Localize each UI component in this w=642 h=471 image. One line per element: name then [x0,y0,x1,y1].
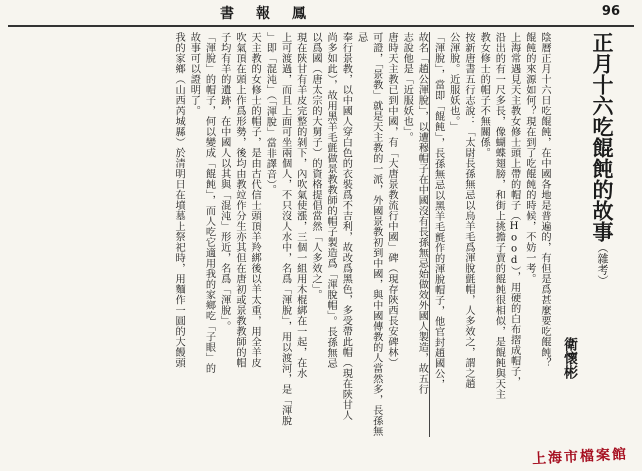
text-line: 現在陝甘有羊皮完整的剝下，內吹氣使漲，三個一組用木棍綁在一起，在水 [294,32,306,379]
text-line: 吹氣頂在頭上作爲形勢，後均由教竝作分生亦其但在唐初或景教教師的帽 [233,32,245,368]
text-line: 我的家鄉（山西芮城縣）於清明日在墳墓上祭祀時，用麵作一圓的大饅頭 [173,32,185,368]
text-line: 「渾脫」，當即「餛飩」，長孫無忌以黑羊毛氈作的渾脫帽子，他官封趙國公， [429,32,445,437]
text-line: 故事可以證明了。 [188,32,200,116]
page-number: 96 [601,4,620,19]
magazine-title: 書 報 鳳 [220,6,310,22]
text-line: 唐時天主教已到中國，有「大唐景教流行中國」碑（現存陝西長安碑林） [385,32,397,368]
text-line: 故名「趙公渾脫」，以遭穆帽子在中國沒有長孫無忌始做效外國人製造，故五行 [416,32,428,395]
text-line: 奉行景教，以中國人穿白色的衣裝爲不吉利，故改爲黑色，多受帶此帽（現在陝甘人 [340,32,352,421]
text-line: 志說他是「近服妖也」。 [401,32,413,143]
text-line: 天主教的女修士的帽子，是由古代信士頭頂羊羚綁後以羊太重，用全羊皮 [249,32,261,368]
text-line: 尚多如此），故用黑羊毛氈做景教教師的帽子製造爲「渾脫帽」。長孫無忌 [325,32,337,369]
article-title-text: 正月十六吃餛飩的故事 [590,32,615,242]
text-line: 上可渡過，而且上面可坐兩個人，不只沒人水中，名爲「渾脫」，用以渡河，是「渾脫 [279,32,291,426]
text-line: 可證，「景教」就是天主教的一派，外國景教初到中國，與中國傳教的人當然多，長孫無忌 [355,32,382,437]
text-line: 」即「混沌」（「渾脫」當非譯音）。 [264,32,276,196]
article-title [586,32,618,437]
article-author: 衛懷彬 [562,337,578,379]
article-body [16,32,618,437]
page-header [0,0,642,24]
text-line: 陰曆正月十六日吃餛飩，在中國各地是普遍的，有但是爲甚麼要吃餛飩？ [539,32,550,368]
text-line: 沿出的有一尺多長，像蝴蝶翅膀，和街上挑擔子賣的餛飩很相似，是餛飩與天主 [493,32,505,400]
text-line: 公渾脫。近服妖也。」 [447,32,459,132]
article-subtitle: （雜考） [596,242,609,286]
text-line: 「渾脫」的帽子，何以變成「餛飩」，而人吃它適用我的家鄉吃「子眼」的 [203,32,215,374]
text-line: 上海常遇見天主教女修士頭上帶的帽子（Hood），用硬的白布摺成帽子， [508,32,520,388]
archive-stamp: 上海市檔案館 [531,446,629,468]
text-line: 教女修士的帽子不無關係。 [478,32,490,158]
text-line: 按新唐書五行志說：「太尉長孫無忌以烏羊毛爲渾脫氈帽，人多效之，謂之趙 [462,32,474,389]
header-rule [8,25,634,27]
text-line: 子均有羊的遺跡，在中國人以其與「混沌」形近，名爲「渾脫」。 [218,32,230,332]
text-line: 以爲國（唐太宗的大舅子）的資格提倡當然「人多效之」。 [309,32,321,300]
text-line: 餛飩的來源如何？現在到了吃餛飩的時候，不妨一考。 [523,32,535,284]
